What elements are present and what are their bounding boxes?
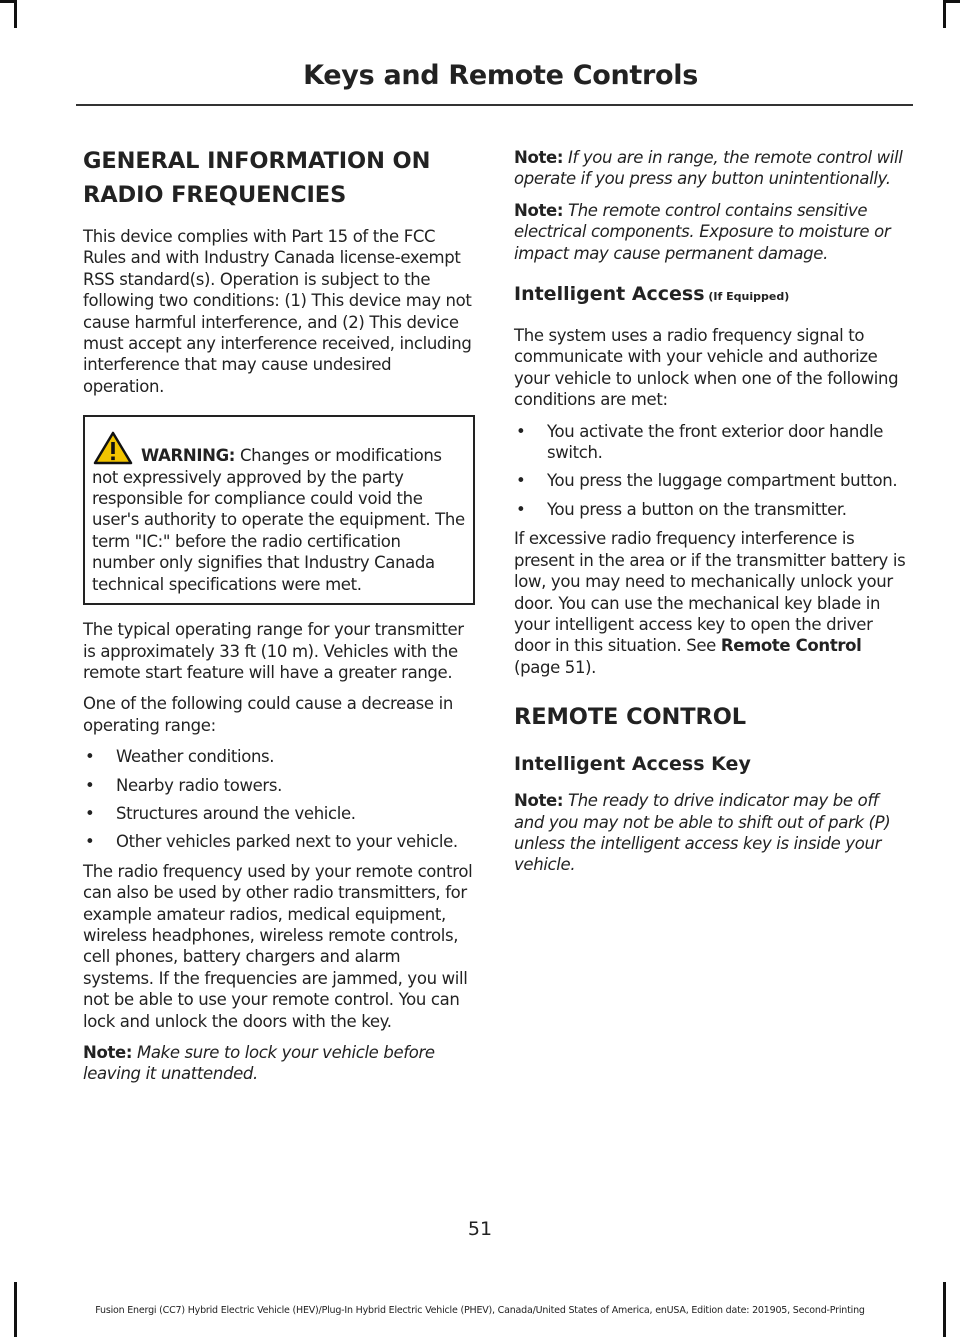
interference-paragraph: The radio frequency used by your remote control can also be used by other radio transmitters, for example amateur radios, medical equipment, wireless headphones, wireless remote controls, cell phones, battery chargers and alarm systems. If the frequencies are jammed, you will not be able to use your remote control. You can lock and unlock the doors with the key. xyxy=(83,861,473,1031)
crop-mark xyxy=(14,0,17,28)
sensitive-components-note xyxy=(514,200,908,264)
page-header-title: Keys and Remote Controls xyxy=(303,60,698,91)
note-label: Note: xyxy=(83,1043,133,1062)
section-heading xyxy=(83,144,475,212)
note-label: Note: xyxy=(514,200,564,220)
warning-label: WARNING: xyxy=(141,446,236,466)
remote-control-link[interactable]: Remote Control xyxy=(720,636,862,656)
list-item: • Weather conditions. xyxy=(85,747,275,767)
remote-control-heading: REMOTE CONTROL xyxy=(514,704,746,731)
list-item: • You activate the front exterior door handle switch. xyxy=(516,421,884,463)
bullet: • xyxy=(516,421,526,441)
list-item: • Structures around the vehicle. xyxy=(85,803,356,823)
list-item: • You press the luggage compartment button. xyxy=(516,471,898,491)
bullet: • xyxy=(85,803,95,823)
left-column xyxy=(83,130,475,1095)
list-item: • Nearby radio towers. xyxy=(85,775,283,795)
bullet: • xyxy=(85,832,95,852)
intelligent-access-heading: Intelligent Access (If Equipped) xyxy=(514,283,790,306)
warning-text: Changes or modifications not expressively approved by the party responsible for compliance could void the user's authority to operate the equipment. The term "IC:" before the radio certification number only signifies that Industry Canada technical specifications were met. xyxy=(92,446,465,594)
range-paragraph: The typical operating range for your transmitter is approximately 33 ft (10 m). Vehicles with the remote start feature will have a greater range. xyxy=(83,620,464,682)
range-decrease-intro: One of the following could cause a decrease in operating range: xyxy=(83,694,453,735)
unlock-conditions-list xyxy=(514,421,908,521)
intelligent-access-paragraph: The system uses a radio frequency signal to communicate with your vehicle and authorize your vehicle to unlock when one of the following conditions are met: xyxy=(514,326,899,410)
intelligent-access-key-heading: Intelligent Access Key xyxy=(514,753,751,776)
bullet: • xyxy=(516,499,526,519)
page-footer: Fusion Energi (CC7) Hybrid Electric Vehicle (HEV)/Plug-In Hybrid Electric Vehicle (PHEV), Canada/United States of America, enUSA, Edition date: 201905, Second-Printing xyxy=(95,1305,865,1316)
list-item: • Other vehicles parked next to your vehicle. xyxy=(85,832,458,852)
crop-mark xyxy=(943,0,946,28)
bullet: • xyxy=(516,471,526,491)
warning-box xyxy=(83,415,475,605)
note-label: Note: xyxy=(514,148,564,167)
ready-to-drive-note xyxy=(514,790,908,876)
bullet: • xyxy=(85,747,95,767)
fcc-compliance-paragraph: This device complies with Part 15 of the FCC Rules and with Industry Canada license-exempt RSS standard(s). Operation is subject to the following two conditions: (1) This device may not cause harmful interference, and (2) This device must accept any interference received, including interference that may cause undesired operation. xyxy=(83,227,472,396)
note-text: The ready to drive indicator may be off and you may not be able to shift out of park (P) unless the intelligent access key is inside your vehicle. xyxy=(514,791,891,875)
crop-mark xyxy=(0,0,14,3)
crop-mark xyxy=(946,0,960,3)
range-factors-list xyxy=(83,746,475,853)
range-note xyxy=(514,147,908,190)
note-text: Make sure to lock your vehicle before leaving it unattended. xyxy=(83,1043,435,1084)
lock-note xyxy=(83,1042,475,1085)
right-column xyxy=(514,147,908,886)
if-equipped-label: (If Equipped) xyxy=(704,290,790,304)
note-text: The remote control contains sensitive electrical components. Exposure to moisture or impact may cause permanent damage. xyxy=(514,200,891,263)
note-label: Note: xyxy=(514,791,564,811)
page-number: 51 xyxy=(467,1218,493,1240)
bullet: • xyxy=(85,775,95,795)
heading-line-2: RADIO FREQUENCIES xyxy=(83,182,347,208)
warning-triangle-icon xyxy=(93,431,133,465)
mechanical-unlock-paragraph: If excessive radio frequency interference is present in the area or if the transmitter battery is low, you may need to mechanically unlock your door. You can use the mechanical key blade in your intelligent access key to open the driver door in this situation. See Remote Control (page 51). xyxy=(514,529,906,677)
note-text: If you are in range, the remote control will operate if you press any button unintentionally. xyxy=(514,148,903,189)
header-divider xyxy=(76,104,913,106)
list-item: • You press a button on the transmitter. xyxy=(516,499,847,519)
heading-line-1: GENERAL INFORMATION ON xyxy=(83,148,431,174)
